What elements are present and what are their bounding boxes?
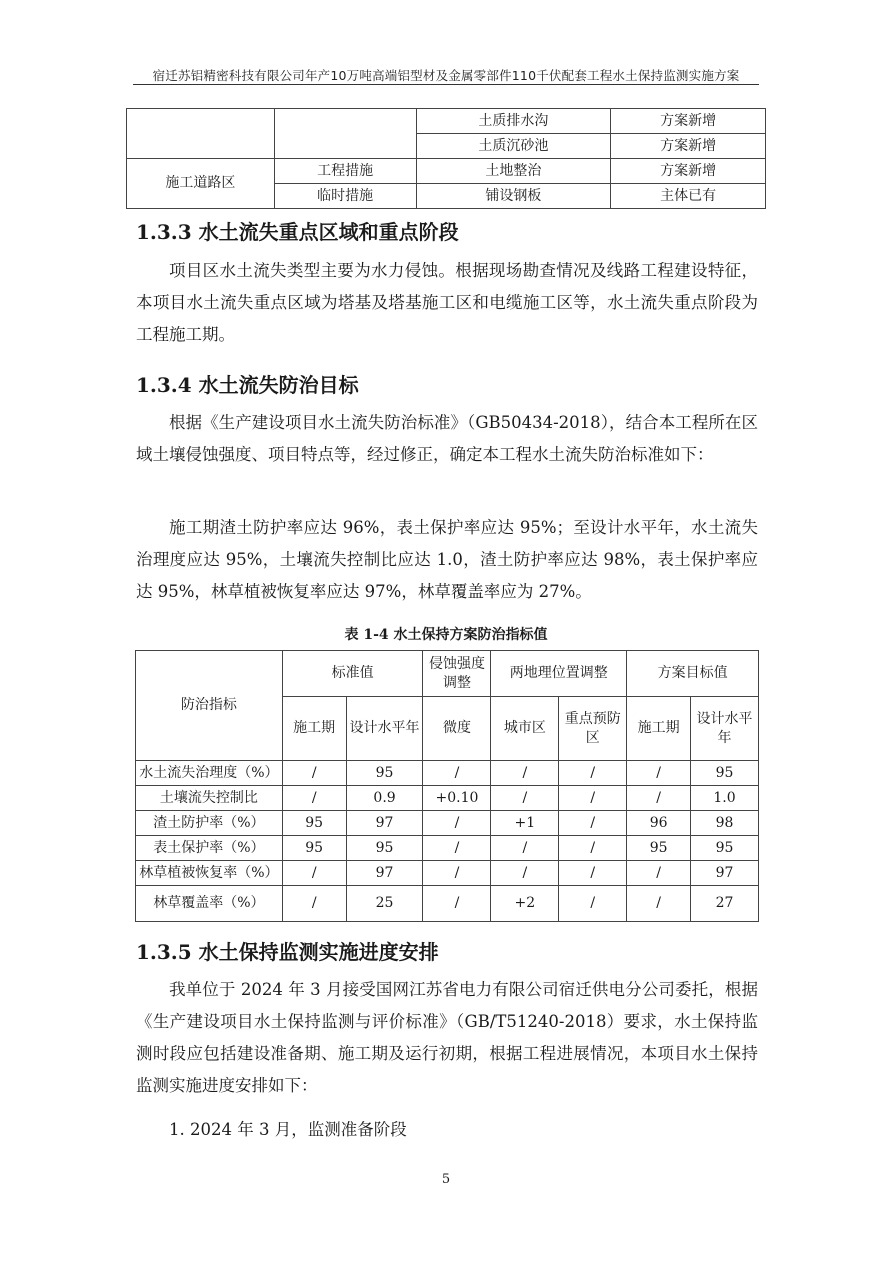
table-cell: 土质沉砂池 (416, 134, 611, 159)
table-row (136, 861, 759, 886)
list-item: 1. 2024 年 3 月，监测准备阶段 (169, 1120, 407, 1139)
table-header-cell: 侵蚀强度调整 (423, 651, 491, 697)
table-cell: / (627, 761, 691, 786)
table-cell: / (559, 861, 627, 886)
table-header-cell: 微度 (423, 697, 491, 761)
table-cell: 98 (691, 811, 759, 836)
table-cell: 95 (691, 761, 759, 786)
table-cell: 95 (346, 836, 423, 861)
table-row (136, 811, 759, 836)
header-rule (133, 84, 759, 85)
table-cell: 97 (346, 811, 423, 836)
table-cell: / (559, 811, 627, 836)
section-heading-1-3-5: 1.3.5 水土保持监测实施进度安排 (136, 940, 439, 964)
table-header-row (136, 651, 759, 697)
table-cell: / (282, 861, 346, 886)
table-cell: +0.10 (423, 786, 491, 811)
page-number: 5 (441, 1172, 451, 1187)
table-cell: / (282, 886, 346, 922)
table-cell: 土质排水沟 (416, 109, 611, 134)
table-cell: 96 (627, 811, 691, 836)
table-cell: / (423, 761, 491, 786)
paragraph: 项目区水土流失类型主要为水力侵蚀。根据现场勘查情况及线路工程建设特征，本项目水土流失重点区域为塔基及塔基施工区和电缆施工区等，水土流失重点阶段为工程施工期。 (136, 261, 758, 344)
table-row (136, 836, 759, 861)
table-cell: / (627, 786, 691, 811)
table-header-cell: 城市区 (491, 697, 559, 761)
table-cell: 95 (282, 836, 346, 861)
table-cell (127, 109, 275, 159)
table-cell: 95 (691, 836, 759, 861)
table-cell: / (627, 861, 691, 886)
table-cell: +2 (491, 886, 559, 922)
row-label: 林草覆盖率（%） (136, 886, 283, 922)
table-cell: / (423, 836, 491, 861)
table-cell: 主体已有 (611, 184, 766, 209)
table-row (136, 886, 759, 922)
table-cell: 95 (346, 761, 423, 786)
measures-table-continued (126, 108, 766, 209)
running-header: 宿迁苏铝精密科技有限公司年产10万吨高端铝型材及金属零部件110千伏配套工程水土保持监测实施方案 (152, 68, 740, 83)
row-label: 渣土防护率（%） (136, 811, 283, 836)
section-heading-1-3-4: 1.3.4 水土流失防治目标 (136, 373, 359, 397)
table-cell: / (491, 836, 559, 861)
table-cell: / (423, 886, 491, 922)
row-label: 土壤流失控制比 (136, 786, 283, 811)
table-cell: / (559, 786, 627, 811)
table-header-cell: 设计水平年 (346, 697, 423, 761)
table-cell: 95 (282, 811, 346, 836)
table-row (127, 109, 766, 134)
table-cell: 0.9 (346, 786, 423, 811)
table-cell: / (627, 886, 691, 922)
table-cell: 1.0 (691, 786, 759, 811)
table-cell (274, 109, 416, 159)
table-header-cell: 设计水平年 (691, 697, 759, 761)
table-cell: 97 (346, 861, 423, 886)
table-cell: / (423, 811, 491, 836)
table-cell: +1 (491, 811, 559, 836)
row-label: 水土流失治理度（%） (136, 761, 283, 786)
table-cell: 97 (691, 861, 759, 886)
paragraph: 我单位于 2024 年 3 月接受国网江苏省电力有限公司宿迁供电分公司委托，根据《生产建设项目水土保持监测与评价标准》（GB/T51240-2018）要求，水土保持监测时段应包括建设准备期、施工期及运行初期，根据工程进展情况，本项目水土保持监测实施进度安排如下： (136, 980, 758, 1095)
table-cell: / (559, 836, 627, 861)
table-cell: / (423, 861, 491, 886)
table-cell: 铺设钢板 (416, 184, 611, 209)
table-row (127, 159, 766, 184)
prevention-target-table (135, 650, 759, 922)
table-cell: / (559, 761, 627, 786)
table-cell: / (491, 761, 559, 786)
table-cell: 27 (691, 886, 759, 922)
table-cell: 工程措施 (274, 159, 416, 184)
table-header-cell: 施工期 (627, 697, 691, 761)
table-cell: / (559, 886, 627, 922)
row-label: 林草植被恢复率（%） (136, 861, 283, 886)
table-cell: 土地整治 (416, 159, 611, 184)
row-label: 表土保护率（%） (136, 836, 283, 861)
table-cell: 方案新增 (611, 134, 766, 159)
table-row (136, 761, 759, 786)
table-header-cell: 防治指标 (136, 651, 283, 761)
table-cell: 施工道路区 (127, 159, 275, 209)
table-header-cell: 两地理位置调整 (491, 651, 627, 697)
table-row (136, 786, 759, 811)
table-header-cell: 重点预防区 (559, 697, 627, 761)
table-cell: / (491, 861, 559, 886)
paragraph: 根据《生产建设项目水土流失防治标准》（GB50434-2018），结合本工程所在区域土壤侵蚀强度、项目特点等，经过修正，确定本工程水土流失防治标准如下： (136, 413, 758, 464)
table-cell: 95 (627, 836, 691, 861)
table-header-cell: 标准值 (282, 651, 423, 697)
table-cell: / (282, 761, 346, 786)
table-cell: / (491, 786, 559, 811)
table-cell: 25 (346, 886, 423, 922)
table-caption: 表 1-4 水土保持方案防治指标值 (344, 627, 548, 643)
section-heading-1-3-3: 1.3.3 水土流失重点区域和重点阶段 (136, 220, 459, 244)
table-header-cell: 方案目标值 (627, 651, 759, 697)
table-header-cell: 施工期 (282, 697, 346, 761)
paragraph: 施工期渣土防护率应达 96%，表土保护率应达 95%；至设计水平年，水土流失治理度应达 95%，土壤流失控制比应达 1.0，渣土防护率应达 98%，表土保护率应达 95%，林草植被恢复率应达 97%，林草覆盖率应为 27%。 (136, 518, 758, 601)
table-cell: 方案新增 (611, 109, 766, 134)
table-cell: 方案新增 (611, 159, 766, 184)
table-cell: / (282, 786, 346, 811)
table-cell: 临时措施 (274, 184, 416, 209)
